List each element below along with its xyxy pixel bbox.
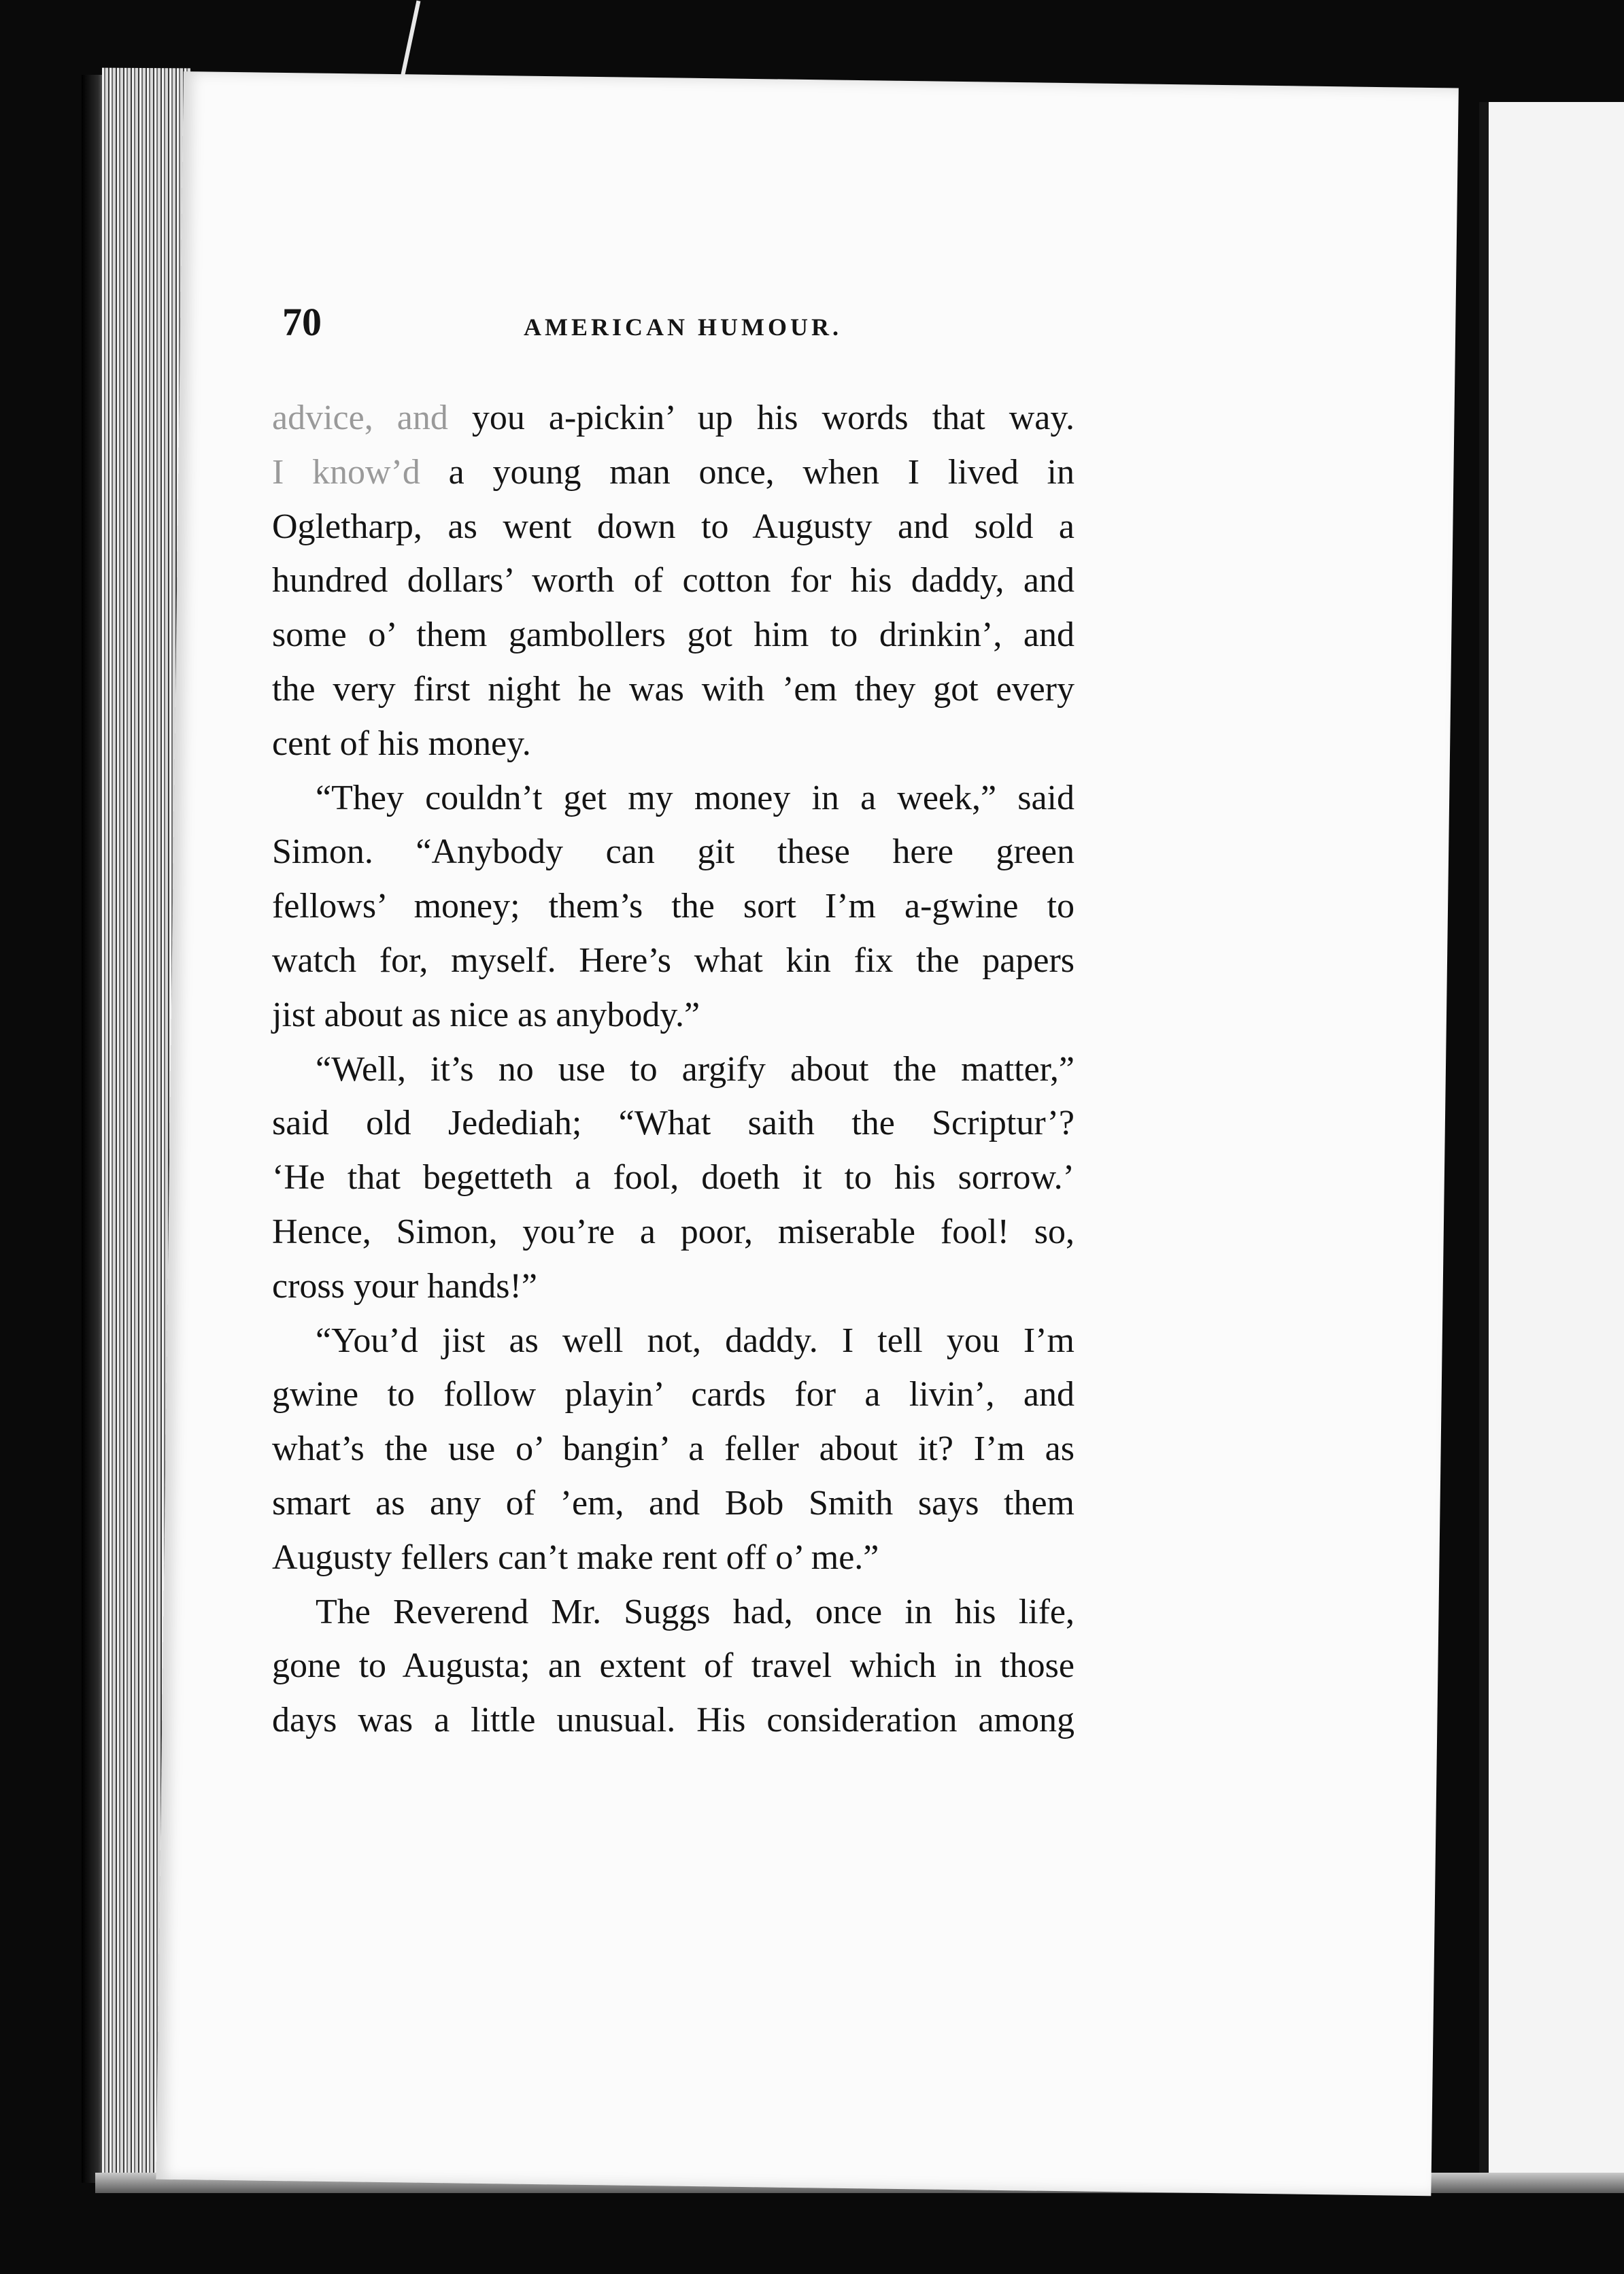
page-number: 70 [282,300,322,344]
text-line: “You’d jist as well not, daddy. I tell you I’m [316,1321,1075,1360]
text-line: said old Jedediah; “What saith the Scriptur’? [272,1104,1075,1143]
body-text [272,391,1075,1748]
text-line: Hence, Simon, you’re a poor, miserable fool! so, [272,1212,1075,1251]
text-line: days was a little unusual. His consideration among [272,1701,1075,1740]
text-line: Augusty fellers can’t make rent off o’ me.” [272,1538,879,1577]
text-line: Simon. “Anybody can git these here green [272,832,1075,872]
text-line: fellows’ money; them’s the sort I’m a-gwine to [272,887,1075,926]
scan-artifact-mark [400,1,421,82]
text-line: I know’d a young man once, when I lived in [272,452,1075,492]
text-line: the very first night he was with ’em they got every [272,669,1075,709]
text-line: watch for, myself. Here’s what kin fix the papers [272,940,1075,980]
text-line: “They couldn’t get my money in a week,” said [316,778,1075,817]
text-line: some o’ them gambollers got him to drinkin’, and [272,615,1075,655]
text-line: “Well, it’s no use to argify about the matter,” [316,1049,1075,1089]
text-line: advice, and you a-pickin’ up his words that way. [272,398,1075,437]
text-line: hundred dollars’ worth of cotton for his daddy, and [272,561,1075,600]
running-header [282,299,1064,354]
text-line: cross your hands!” [272,1266,537,1306]
running-title: AMERICAN HUMOUR. [524,313,842,341]
text-line: cent of his money. [272,724,531,763]
text-line: ‘He that begetteth a fool, doeth it to his sorrow.’ [272,1158,1075,1198]
faded-text: I know’d [272,452,420,492]
text-line: Ogletharp, as went down to Augusty and sold a [272,507,1075,546]
faded-text: advice, and [272,398,448,437]
text-line: jist about as nice as anybody.” [272,995,700,1034]
text-line: gwine to follow playin’ cards for a livin’, and [272,1375,1075,1414]
facing-page-edge [1479,102,1624,2190]
text-line: gone to Augusta; an extent of travel which in those [272,1646,1075,1686]
text-line: what’s the use o’ bangin’ a feller about it? I’m as [272,1429,1075,1469]
text-line: smart as any of ’em, and Bob Smith says them [272,1483,1075,1523]
text-line: The Reverend Mr. Suggs had, once in his life, [316,1592,1075,1631]
